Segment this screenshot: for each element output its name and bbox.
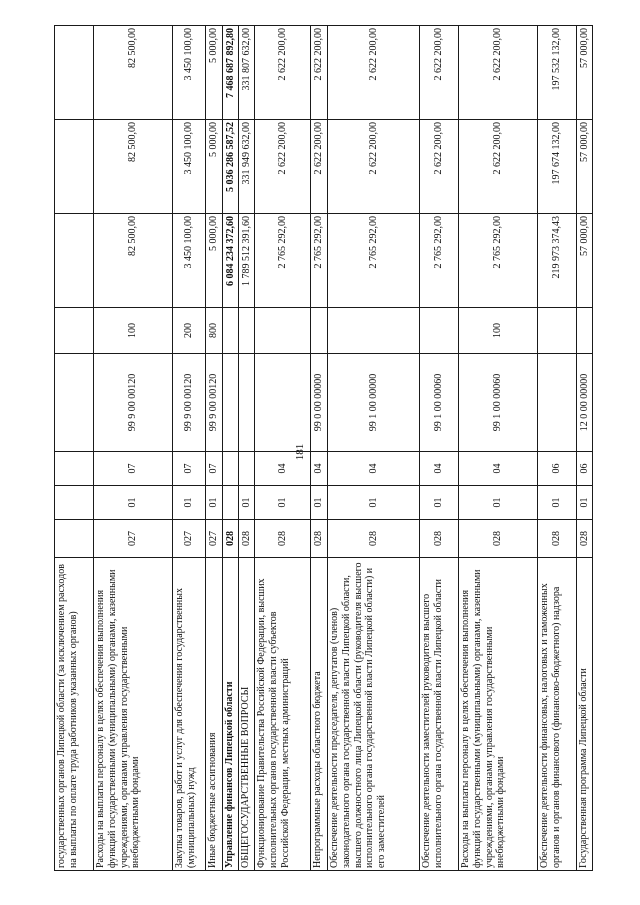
row-amount-2-cell	[55, 120, 94, 214]
table-body	[55, 26, 593, 871]
row-razd-cell: 01	[538, 486, 577, 520]
row-razd-cell: 01	[239, 486, 255, 520]
row-razd-cell: 01	[459, 486, 538, 520]
row-name-cell: Расходы на выплаты персоналу в целях обеспечения выполнения функций государственными (муниципальными) органами, казенными учреждениями, органами управления государственными внебюджетными фондами	[459, 558, 538, 871]
row-name-cell: ОБЩЕГОСУДАРСТВЕННЫЕ ВОПРОСЫ	[239, 558, 255, 871]
row-amount-2-cell: 5 036 286 587,52	[223, 120, 239, 214]
row-razd-cell: 01	[577, 486, 593, 520]
row-vr-cell	[538, 308, 577, 354]
row-gr-cell: 028	[223, 520, 239, 558]
row-csr-cell: 99 9 00 00120	[173, 354, 206, 452]
row-amount-2-cell: 331 949 632,00	[239, 120, 255, 214]
row-vr-cell: 100	[459, 308, 538, 354]
row-csr-cell: 12 0 00 00000	[577, 354, 593, 452]
row-name-cell: Управление финансов Липецкой области	[223, 558, 239, 871]
row-podr-cell: 06	[577, 452, 593, 486]
row-amount-2-cell: 2 622 200,00	[459, 120, 538, 214]
row-csr-cell: 99 1 00 00060	[420, 354, 459, 452]
table-row	[206, 26, 223, 871]
row-gr-cell: 028	[577, 520, 593, 558]
row-amount-1-cell: 5 000,00	[206, 214, 223, 308]
row-amount-2-cell: 2 622 200,00	[328, 120, 420, 214]
row-vr-cell	[239, 308, 255, 354]
row-amount-3-cell: 2 622 200,00	[420, 26, 459, 120]
row-vr-cell	[55, 308, 94, 354]
table-row	[538, 26, 577, 871]
row-amount-2-cell: 82 500,00	[94, 120, 173, 214]
row-razd-cell: 01	[173, 486, 206, 520]
row-name-cell: государственных органов Липецкой области (за исключением расходов на выплаты по оплате труда работников указанных органов)	[55, 558, 94, 871]
row-podr-cell: 04	[328, 452, 420, 486]
row-podr-cell: 07	[94, 452, 173, 486]
row-gr-cell: 028	[255, 520, 311, 558]
row-amount-1-cell: 82 500,00	[94, 214, 173, 308]
row-csr-cell: 99 0 00 00000	[311, 354, 328, 452]
row-vr-cell: 200	[173, 308, 206, 354]
row-name-cell: Иные бюджетные ассигнования	[206, 558, 223, 871]
row-csr-cell	[255, 354, 311, 452]
table-row	[55, 26, 94, 871]
page-number: 181	[294, 443, 306, 461]
row-gr-cell	[55, 520, 94, 558]
row-amount-2-cell: 2 622 200,00	[311, 120, 328, 214]
row-gr-cell: 028	[328, 520, 420, 558]
row-amount-3-cell: 197 532 132,00	[538, 26, 577, 120]
row-razd-cell	[55, 486, 94, 520]
row-vr-cell	[577, 308, 593, 354]
row-csr-cell: 99 9 00 00120	[94, 354, 173, 452]
row-csr-cell	[55, 354, 94, 452]
row-amount-2-cell: 57 000,00	[577, 120, 593, 214]
row-name-cell: Обеспечение деятельности председателя, депутатов (членов) законодательного органа государственной власти Липецкой области, высшего должностного лица Липецкой области (руководителя высшего исполнительного органа государственной власти Липецкой области) и его заместителей	[328, 558, 420, 871]
row-csr-cell	[538, 354, 577, 452]
table-row	[94, 26, 173, 871]
row-podr-cell: 04	[420, 452, 459, 486]
row-vr-cell: 100	[94, 308, 173, 354]
row-amount-3-cell: 5 000,00	[206, 26, 223, 120]
row-amount-1-cell: 57 000,00	[577, 214, 593, 308]
row-amount-3-cell: 2 622 200,00	[311, 26, 328, 120]
row-name-cell: Функционирование Правительства Российской Федерации, высших исполнительных органов государственной власти субъектов Российской Федерации, местных администраций	[255, 558, 311, 871]
row-vr-cell	[223, 308, 239, 354]
row-amount-2-cell: 5 000,00	[206, 120, 223, 214]
row-gr-cell: 028	[311, 520, 328, 558]
row-amount-2-cell: 2 622 200,00	[255, 120, 311, 214]
table-row	[311, 26, 328, 871]
row-podr-cell	[239, 452, 255, 486]
rotated-table-frame	[54, 26, 590, 871]
row-amount-2-cell: 2 622 200,00	[420, 120, 459, 214]
row-amount-1-cell: 2 765 292,00	[311, 214, 328, 308]
row-gr-cell: 028	[459, 520, 538, 558]
table-row	[255, 26, 311, 871]
row-amount-3-cell: 82 500,00	[94, 26, 173, 120]
row-razd-cell: 01	[328, 486, 420, 520]
row-amount-3-cell: 331 807 632,00	[239, 26, 255, 120]
row-razd-cell: 01	[255, 486, 311, 520]
row-podr-cell: 07	[206, 452, 223, 486]
row-amount-1-cell: 1 789 512 391,60	[239, 214, 255, 308]
row-amount-1-cell: 2 765 292,00	[255, 214, 311, 308]
row-amount-3-cell: 2 622 200,00	[255, 26, 311, 120]
row-razd-cell: 01	[206, 486, 223, 520]
row-vr-cell	[255, 308, 311, 354]
row-razd-cell: 01	[311, 486, 328, 520]
row-podr-cell: 04	[311, 452, 328, 486]
table-row	[173, 26, 206, 871]
row-csr-cell: 99 1 00 00060	[459, 354, 538, 452]
row-amount-3-cell: 7 468 687 892,80	[223, 26, 239, 120]
table-row	[577, 26, 593, 871]
row-vr-cell	[311, 308, 328, 354]
row-name-cell: Закупка товаров, работ и услуг для обеспечения государственных (муниципальных) нужд	[173, 558, 206, 871]
row-podr-cell: 04	[255, 452, 311, 486]
row-gr-cell: 027	[173, 520, 206, 558]
row-vr-cell	[328, 308, 420, 354]
row-csr-cell	[239, 354, 255, 452]
row-csr-cell: 99 9 00 00120	[206, 354, 223, 452]
row-amount-1-cell: 2 765 292,00	[420, 214, 459, 308]
table-row	[420, 26, 459, 871]
row-podr-cell: 06	[538, 452, 577, 486]
row-podr-cell	[55, 452, 94, 486]
row-name-cell: Государственная программа Липецкой области	[577, 558, 593, 871]
row-amount-3-cell: 3 450 100,00	[173, 26, 206, 120]
budget-table-container	[54, 26, 590, 871]
row-podr-cell: 04	[459, 452, 538, 486]
row-amount-2-cell: 197 674 132,00	[538, 120, 577, 214]
row-gr-cell: 028	[420, 520, 459, 558]
row-podr-cell: 07	[173, 452, 206, 486]
row-csr-cell: 99 1 00 00000	[328, 354, 420, 452]
row-amount-1-cell: 2 765 292,00	[328, 214, 420, 308]
row-podr-cell	[223, 452, 239, 486]
row-amount-1-cell: 3 450 100,00	[173, 214, 206, 308]
row-amount-3-cell: 2 622 200,00	[459, 26, 538, 120]
row-amount-3-cell	[55, 26, 94, 120]
row-amount-3-cell: 2 622 200,00	[328, 26, 420, 120]
row-gr-cell: 028	[538, 520, 577, 558]
table-row	[239, 26, 255, 871]
row-name-cell: Обеспечение деятельности заместителей руководителя высшего исполнительного органа государственной власти Липецкой области	[420, 558, 459, 871]
row-gr-cell: 028	[239, 520, 255, 558]
row-gr-cell: 027	[94, 520, 173, 558]
row-gr-cell: 027	[206, 520, 223, 558]
row-vr-cell: 800	[206, 308, 223, 354]
row-vr-cell	[420, 308, 459, 354]
row-razd-cell: 01	[94, 486, 173, 520]
row-csr-cell	[223, 354, 239, 452]
table-row	[328, 26, 420, 871]
table-row	[223, 26, 239, 871]
row-amount-1-cell: 219 973 374,43	[538, 214, 577, 308]
row-name-cell: Обеспечение деятельности финансовых, налоговых и таможенных органов и органов финансового (финансово-бюджетного) надзора	[538, 558, 577, 871]
row-amount-1-cell: 2 765 292,00	[459, 214, 538, 308]
row-name-cell: Непрограммные расходы областного бюджета	[311, 558, 328, 871]
row-name-cell: Расходы на выплаты персоналу в целях обеспечения выполнения функций государственными (муниципальными) органами, казенными учреждениями, органами управления государственными внебюджетными фондами	[94, 558, 173, 871]
table-row	[459, 26, 538, 871]
row-razd-cell: 01	[420, 486, 459, 520]
row-amount-2-cell: 3 450 100,00	[173, 120, 206, 214]
row-amount-3-cell: 57 000,00	[577, 26, 593, 120]
row-amount-1-cell: 6 084 234 372,60	[223, 214, 239, 308]
row-razd-cell	[223, 486, 239, 520]
budget-table	[54, 25, 593, 871]
row-amount-1-cell	[55, 214, 94, 308]
